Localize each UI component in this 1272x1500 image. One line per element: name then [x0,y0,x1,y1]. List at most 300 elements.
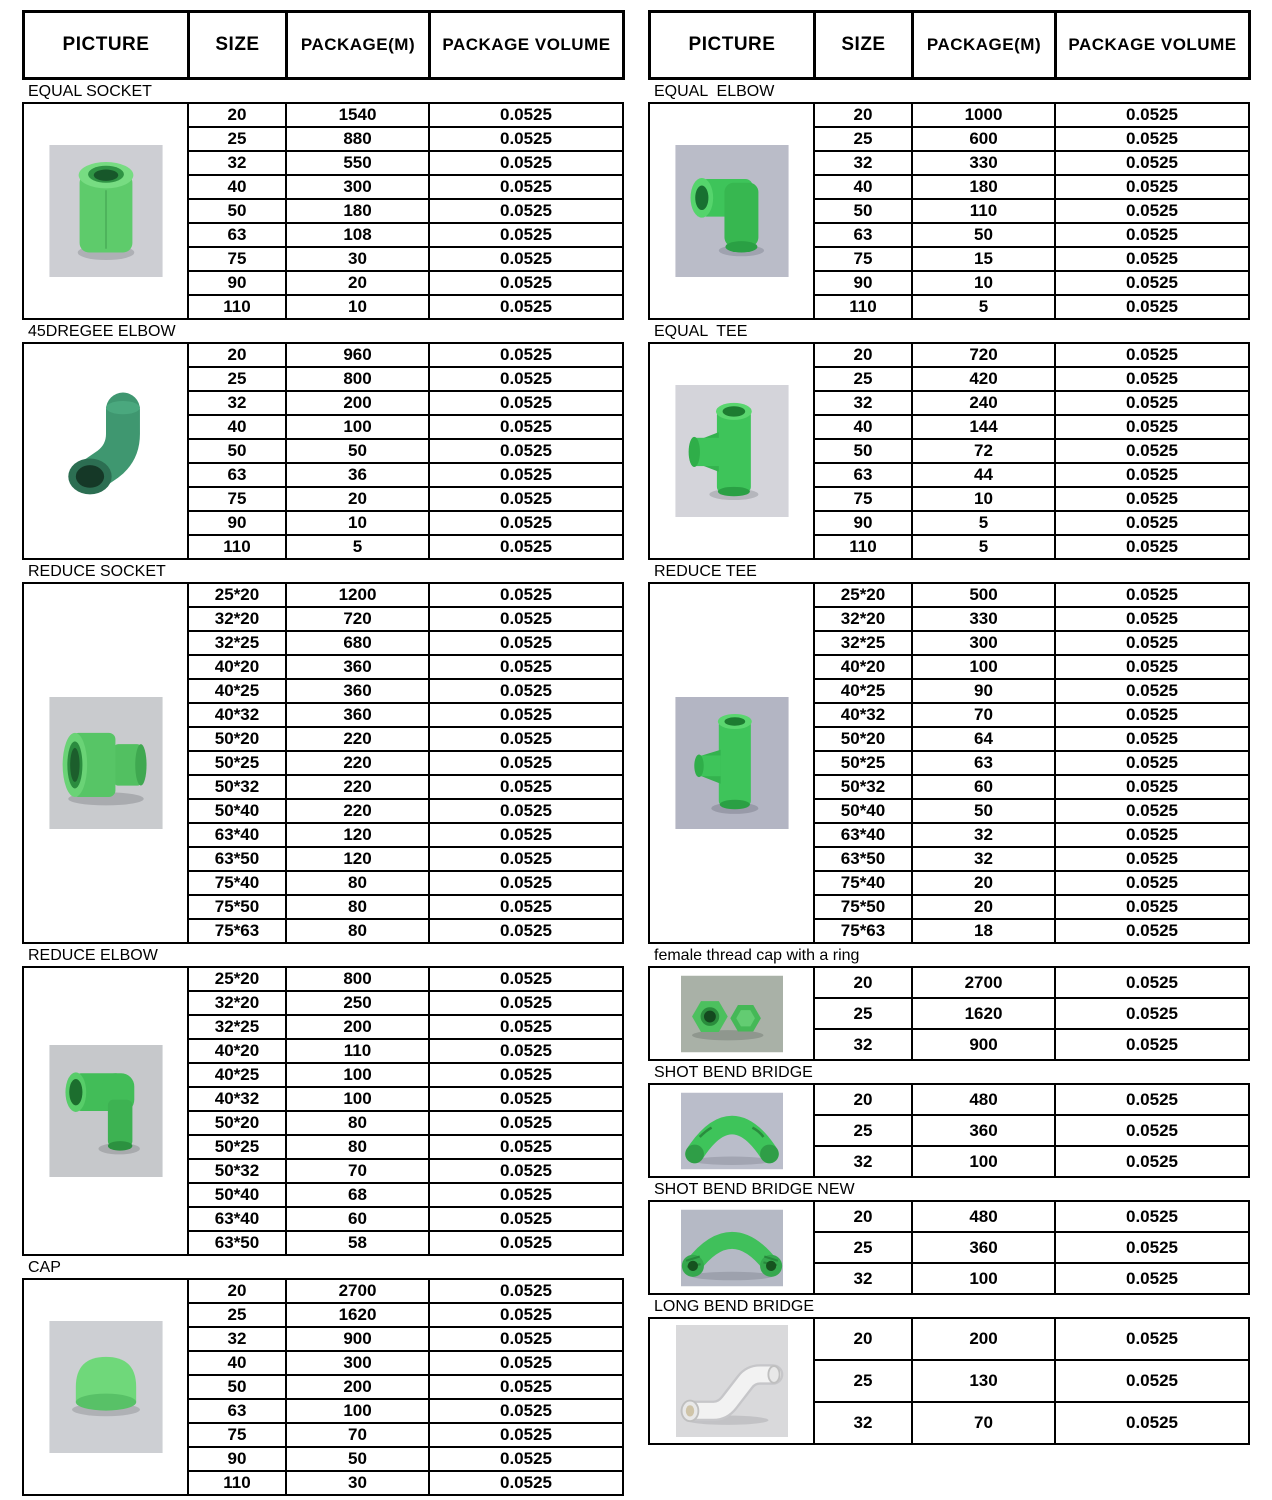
table-row [649,967,1249,998]
volume-cell: 0.0525 [1055,439,1249,463]
size-cell: 32 [814,391,912,415]
section-title: female thread cap with a ring [654,947,860,964]
section-table [22,102,624,320]
package-cell: 50 [286,439,429,463]
package-cell: 68 [286,1183,429,1207]
package-cell: 36 [286,463,429,487]
product-picture-cell [649,967,814,1060]
section-title: REDUCE ELBOW [28,947,158,964]
size-cell: 40*25 [188,1063,286,1087]
volume-cell: 0.0525 [1055,823,1249,847]
package-cell: 2700 [286,1279,429,1303]
volume-cell: 0.0525 [1055,1232,1249,1263]
size-cell: 63*50 [814,847,912,871]
size-cell: 50 [814,199,912,223]
header-package: PACKAGE(M) [913,12,1056,79]
size-cell: 90 [814,271,912,295]
volume-cell: 0.0525 [429,367,623,391]
reduce-socket-image [49,697,163,829]
package-cell: 70 [286,1159,429,1183]
size-cell: 32*25 [188,1015,286,1039]
package-cell: 100 [286,415,429,439]
package-cell: 80 [286,919,429,943]
volume-cell: 0.0525 [429,1375,623,1399]
product-picture-cell [649,1084,814,1177]
size-cell: 50*20 [188,1111,286,1135]
section-table [648,102,1250,320]
size-cell: 40 [188,1351,286,1375]
package-cell: 60 [286,1207,429,1231]
package-cell: 10 [912,271,1055,295]
volume-cell: 0.0525 [1055,223,1249,247]
package-cell: 200 [286,1015,429,1039]
package-cell: 800 [286,367,429,391]
package-cell: 10 [286,511,429,535]
size-cell: 90 [188,1447,286,1471]
section-table [22,342,624,560]
section-table [648,1317,1250,1445]
package-cell: 90 [912,679,1055,703]
package-cell: 200 [912,1318,1055,1360]
catalog-column-right [648,10,1248,1496]
volume-cell: 0.0525 [1055,103,1249,127]
product-picture-cell [23,967,188,1255]
size-cell: 110 [188,295,286,319]
package-cell: 1540 [286,103,429,127]
size-cell: 50*25 [188,751,286,775]
package-cell: 100 [286,1063,429,1087]
volume-cell: 0.0525 [429,583,623,607]
volume-cell: 0.0525 [429,1087,623,1111]
table-row [23,1279,623,1303]
package-cell: 5 [286,535,429,559]
size-cell: 20 [188,343,286,367]
size-cell: 63*40 [814,823,912,847]
section-title: REDUCE TEE [654,563,757,580]
package-cell: 180 [286,199,429,223]
size-cell: 40*32 [188,1087,286,1111]
section-table [22,582,624,944]
size-cell: 25*20 [814,583,912,607]
size-cell: 75*50 [188,895,286,919]
volume-cell: 0.0525 [429,1327,623,1351]
volume-cell: 0.0525 [429,847,623,871]
volume-cell: 0.0525 [1055,703,1249,727]
product-picture-cell [23,583,188,943]
volume-cell: 0.0525 [429,463,623,487]
size-cell: 32 [814,1402,912,1444]
volume-cell: 0.0525 [1055,655,1249,679]
size-cell: 32 [814,1263,912,1294]
size-cell: 50*32 [814,775,912,799]
volume-cell: 0.0525 [429,511,623,535]
size-cell: 63*50 [188,847,286,871]
size-cell: 90 [814,511,912,535]
volume-cell: 0.0525 [1055,751,1249,775]
size-cell: 50*40 [814,799,912,823]
package-cell: 70 [912,1402,1055,1444]
volume-cell: 0.0525 [1055,487,1249,511]
package-cell: 220 [286,751,429,775]
shot-bend-bridge-new-image [681,1208,783,1288]
package-cell: 110 [286,1039,429,1063]
package-cell: 360 [912,1232,1055,1263]
package-cell: 20 [286,487,429,511]
package-cell: 1620 [286,1303,429,1327]
size-cell: 110 [814,535,912,559]
size-cell: 50*32 [188,1159,286,1183]
volume-cell: 0.0525 [429,343,623,367]
size-cell: 75 [188,247,286,271]
volume-cell: 0.0525 [1055,127,1249,151]
package-cell: 680 [286,631,429,655]
section-title: REDUCE SOCKET [28,563,166,580]
volume-cell: 0.0525 [1055,151,1249,175]
reduce-tee-image [675,697,789,829]
package-cell: 15 [912,247,1055,271]
size-cell: 75*63 [814,919,912,943]
size-cell: 25 [814,998,912,1029]
volume-cell: 0.0525 [429,1135,623,1159]
volume-cell: 0.0525 [1055,463,1249,487]
volume-cell: 0.0525 [429,1231,623,1255]
section-table [648,1083,1250,1178]
volume-cell: 0.0525 [1055,535,1249,559]
volume-cell: 0.0525 [429,151,623,175]
package-cell: 360 [286,703,429,727]
table-row [649,1201,1249,1232]
package-cell: 60 [912,775,1055,799]
volume-cell: 0.0525 [429,295,623,319]
size-cell: 40 [188,175,286,199]
table-row [649,1318,1249,1360]
package-cell: 44 [912,463,1055,487]
package-cell: 70 [286,1423,429,1447]
package-cell: 200 [286,391,429,415]
volume-cell: 0.0525 [429,271,623,295]
package-cell: 72 [912,439,1055,463]
volume-cell: 0.0525 [429,775,623,799]
volume-cell: 0.0525 [1055,1318,1249,1360]
package-cell: 108 [286,223,429,247]
volume-cell: 0.0525 [429,919,623,943]
package-cell: 20 [912,871,1055,895]
volume-cell: 0.0525 [1055,1201,1249,1232]
package-cell: 120 [286,823,429,847]
size-cell: 63*40 [188,823,286,847]
reduce-elbow-image [49,1045,163,1177]
package-cell: 330 [912,607,1055,631]
size-cell: 50*40 [188,799,286,823]
size-cell: 75*63 [188,919,286,943]
size-cell: 50 [188,199,286,223]
header-volume: PACKAGE VOLUME [1056,12,1250,79]
volume-cell: 0.0525 [429,1303,623,1327]
size-cell: 25 [814,127,912,151]
package-cell: 2700 [912,967,1055,998]
size-cell: 32 [814,1146,912,1177]
column-header-table [648,10,1251,80]
package-cell: 144 [912,415,1055,439]
package-cell: 50 [286,1447,429,1471]
package-cell: 50 [912,799,1055,823]
section-title: SHOT BEND BRIDGE [654,1064,813,1081]
package-cell: 480 [912,1084,1055,1115]
size-cell: 32 [814,1029,912,1060]
package-cell: 900 [912,1029,1055,1060]
product-picture-cell [23,103,188,319]
size-cell: 20 [814,103,912,127]
product-picture-cell [23,343,188,559]
volume-cell: 0.0525 [1055,295,1249,319]
package-cell: 900 [286,1327,429,1351]
size-cell: 40*20 [814,655,912,679]
package-cell: 500 [912,583,1055,607]
package-cell: 960 [286,343,429,367]
table-row [649,343,1249,367]
table-row [23,967,623,991]
size-cell: 25 [188,127,286,151]
size-cell: 50*20 [188,727,286,751]
package-cell: 100 [912,1146,1055,1177]
volume-cell: 0.0525 [1055,895,1249,919]
size-cell: 20 [814,343,912,367]
table-row [23,343,623,367]
volume-cell: 0.0525 [429,535,623,559]
package-cell: 720 [286,607,429,631]
volume-cell: 0.0525 [1055,919,1249,943]
size-cell: 40*25 [814,679,912,703]
package-cell: 360 [286,655,429,679]
size-cell: 63*50 [188,1231,286,1255]
section-title: 45DREGEE ELBOW [28,323,176,340]
size-cell: 50*32 [188,775,286,799]
size-cell: 40*25 [188,679,286,703]
size-cell: 25 [814,1232,912,1263]
package-cell: 130 [912,1360,1055,1402]
size-cell: 25*20 [188,583,286,607]
package-cell: 480 [912,1201,1055,1232]
volume-cell: 0.0525 [429,895,623,919]
volume-cell: 0.0525 [429,823,623,847]
product-picture-cell [649,1201,814,1294]
size-cell: 32*20 [188,607,286,631]
size-cell: 75 [814,247,912,271]
package-cell: 5 [912,295,1055,319]
volume-cell: 0.0525 [1055,967,1249,998]
package-cell: 360 [912,1115,1055,1146]
volume-cell: 0.0525 [1055,871,1249,895]
volume-cell: 0.0525 [1055,1029,1249,1060]
package-cell: 180 [912,175,1055,199]
package-cell: 32 [912,823,1055,847]
package-cell: 70 [912,703,1055,727]
volume-cell: 0.0525 [1055,271,1249,295]
package-cell: 300 [912,631,1055,655]
package-cell: 63 [912,751,1055,775]
section-table [22,966,624,1256]
package-cell: 80 [286,871,429,895]
section-table [648,966,1250,1061]
volume-cell: 0.0525 [1055,998,1249,1029]
package-cell: 5 [912,535,1055,559]
volume-cell: 0.0525 [1055,1146,1249,1177]
volume-cell: 0.0525 [429,703,623,727]
long-bend-bridge-image [676,1324,788,1438]
package-cell: 10 [912,487,1055,511]
header-volume: PACKAGE VOLUME [430,12,624,79]
size-cell: 63 [188,463,286,487]
size-cell: 25 [814,1360,912,1402]
package-cell: 220 [286,775,429,799]
volume-cell: 0.0525 [1055,343,1249,367]
volume-cell: 0.0525 [429,199,623,223]
size-cell: 90 [188,271,286,295]
size-cell: 20 [814,1084,912,1115]
package-cell: 18 [912,919,1055,943]
volume-cell: 0.0525 [1055,1360,1249,1402]
size-cell: 50*20 [814,727,912,751]
size-cell: 40 [814,415,912,439]
volume-cell: 0.0525 [429,991,623,1015]
volume-cell: 0.0525 [429,223,623,247]
package-cell: 110 [912,199,1055,223]
column-header-table [22,10,625,80]
volume-cell: 0.0525 [429,391,623,415]
package-cell: 10 [286,295,429,319]
package-cell: 300 [286,1351,429,1375]
package-cell: 100 [912,655,1055,679]
package-cell: 5 [912,511,1055,535]
size-cell: 20 [188,103,286,127]
equal-socket-image [49,145,163,277]
volume-cell: 0.0525 [429,175,623,199]
size-cell: 32 [188,151,286,175]
volume-cell: 0.0525 [1055,1115,1249,1146]
size-cell: 110 [188,1471,286,1495]
size-cell: 50 [188,439,286,463]
package-cell: 300 [286,175,429,199]
package-cell: 360 [286,679,429,703]
volume-cell: 0.0525 [1055,583,1249,607]
table-row [649,103,1249,127]
section-title: CAP [28,1259,61,1276]
table-row [649,583,1249,607]
size-cell: 50*25 [188,1135,286,1159]
package-cell: 80 [286,1111,429,1135]
volume-cell: 0.0525 [429,415,623,439]
catalog-column-left [22,10,622,1496]
volume-cell: 0.0525 [429,607,623,631]
volume-cell: 0.0525 [1055,727,1249,751]
volume-cell: 0.0525 [1055,607,1249,631]
volume-cell: 0.0525 [429,727,623,751]
size-cell: 63*40 [188,1207,286,1231]
table-row [23,583,623,607]
shot-bend-bridge-image [681,1091,783,1171]
section-title: EQUAL TEE [654,323,748,340]
table-row [649,1084,1249,1115]
size-cell: 50 [188,1375,286,1399]
size-cell: 32*25 [188,631,286,655]
volume-cell: 0.0525 [1055,679,1249,703]
package-cell: 50 [912,223,1055,247]
size-cell: 40*32 [188,703,286,727]
volume-cell: 0.0525 [429,1351,623,1375]
size-cell: 20 [814,1318,912,1360]
volume-cell: 0.0525 [429,1399,623,1423]
volume-cell: 0.0525 [429,631,623,655]
header-picture: PICTURE [650,12,815,79]
section-title: EQUAL ELBOW [654,83,775,100]
size-cell: 25 [188,367,286,391]
package-cell: 600 [912,127,1055,151]
size-cell: 20 [188,1279,286,1303]
header-picture: PICTURE [24,12,189,79]
elbow-45-image [49,385,163,517]
size-cell: 20 [814,1201,912,1232]
header-size: SIZE [189,12,287,79]
header-package: PACKAGE(M) [287,12,430,79]
section-title: LONG BEND BRIDGE [654,1298,815,1315]
volume-cell: 0.0525 [429,103,623,127]
size-cell: 110 [188,535,286,559]
female-thread-cap-image [681,974,783,1054]
package-cell: 1620 [912,998,1055,1029]
package-cell: 100 [912,1263,1055,1294]
volume-cell: 0.0525 [1055,175,1249,199]
package-cell: 880 [286,127,429,151]
volume-cell: 0.0525 [429,799,623,823]
size-cell: 40*32 [814,703,912,727]
product-picture-cell [649,343,814,559]
volume-cell: 0.0525 [429,1063,623,1087]
volume-cell: 0.0525 [429,1015,623,1039]
package-cell: 330 [912,151,1055,175]
size-cell: 32*25 [814,631,912,655]
package-cell: 250 [286,991,429,1015]
size-cell: 75*40 [814,871,912,895]
package-cell: 20 [286,271,429,295]
size-cell: 32 [814,151,912,175]
size-cell: 25 [188,1303,286,1327]
size-cell: 25 [814,1115,912,1146]
package-cell: 30 [286,247,429,271]
package-cell: 20 [912,895,1055,919]
volume-cell: 0.0525 [1055,247,1249,271]
section-title: EQUAL SOCKET [28,83,152,100]
volume-cell: 0.0525 [1055,391,1249,415]
package-cell: 30 [286,1471,429,1495]
section-table [22,1278,624,1496]
package-cell: 240 [912,391,1055,415]
product-picture-cell [649,1318,814,1444]
volume-cell: 0.0525 [429,1183,623,1207]
cap-image [49,1321,163,1453]
size-cell: 75*50 [814,895,912,919]
volume-cell: 0.0525 [1055,799,1249,823]
volume-cell: 0.0525 [429,1159,623,1183]
volume-cell: 0.0525 [1055,775,1249,799]
section-title: SHOT BEND BRIDGE NEW [654,1181,855,1198]
size-cell: 32 [188,1327,286,1351]
size-cell: 50*40 [188,1183,286,1207]
volume-cell: 0.0525 [1055,631,1249,655]
package-cell: 80 [286,1135,429,1159]
size-cell: 75*40 [188,871,286,895]
volume-cell: 0.0525 [1055,367,1249,391]
size-cell: 40 [188,415,286,439]
